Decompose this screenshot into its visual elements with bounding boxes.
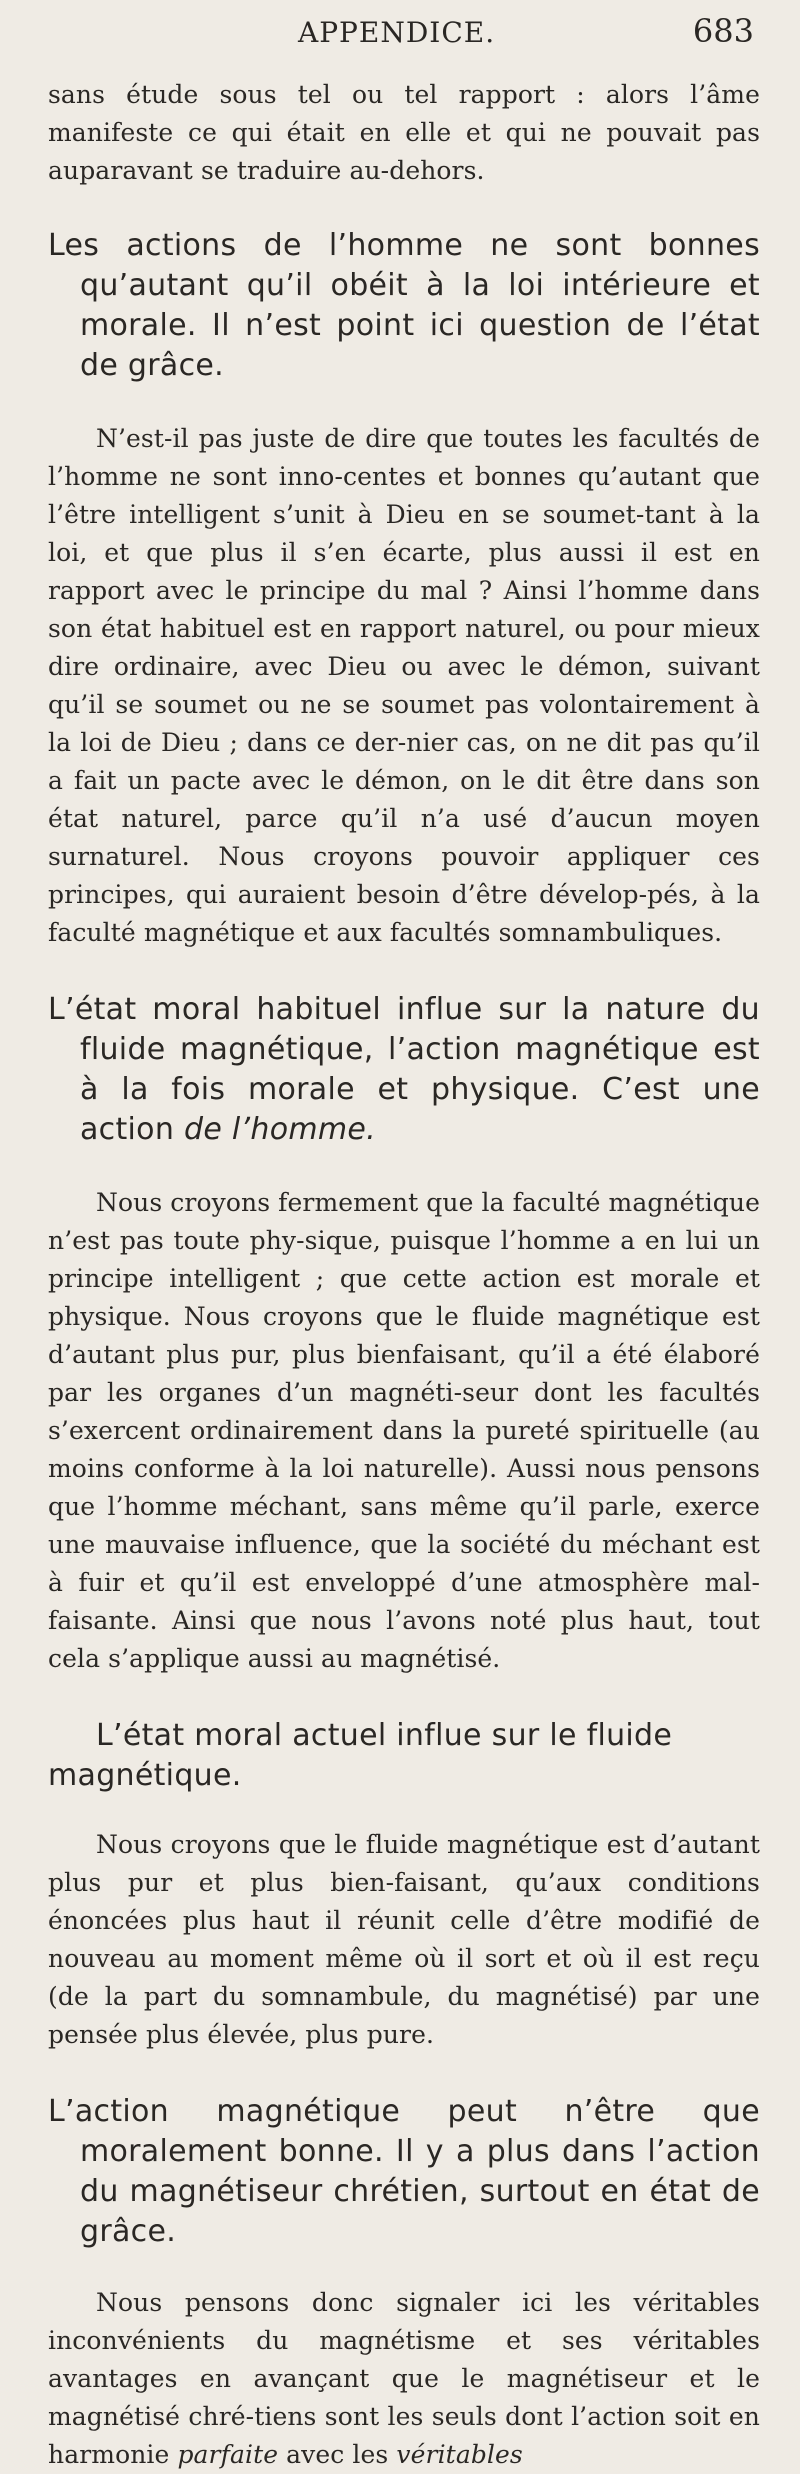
- paragraph-continuation: sans étude sous tel ou tel rapport : alors l’âme manifeste ce qui était en elle et qui ne pouvait pas auparavant se traduire au-dehors.: [48, 80, 760, 185]
- paragraph-fluid-purity: Nous croyons que le fluide magnétique est d’autant plus pur et plus bien-faisant, qu’aux conditions énoncées plus haut il réunit celle d’être modifié de nouveau au moment même où il sort et où il est reçu (de la part du somnambule, du magnétisé) par une pensée plus élevée, plus pure.: [48, 1830, 760, 2049]
- page-number: 683: [692, 12, 754, 50]
- conclusion-emphasis-parfaite: parfaite: [177, 2440, 279, 2469]
- heading-text: L’état moral habituel influe sur la nature du fluide magnétique, l’action magnétique est à la fois morale et physique. C’est une action: [48, 992, 760, 1147]
- section-heading-current-moral-state: L’état moral actuel influe sur le fluide magnétique.: [48, 1718, 673, 1793]
- paragraph-conclusion: [48, 2284, 760, 2474]
- running-head: [48, 0, 760, 68]
- section-heading-good-actions: Les actions de l’homme ne sont bonnes qu’autant qu’il obéit à la loi intérieure et morale. Il n’est point ici question de l’état de grâce.: [48, 228, 760, 383]
- running-title: APPENDICE.: [298, 16, 496, 49]
- section-heading-habitual-moral-state: [48, 990, 760, 1150]
- section-heading-christian-magnetizer: L’action magnétique peut n’être que moralement bonne. Il y a plus dans l’action du magnétiseur chrétien, surtout en état de grâce.: [48, 2094, 760, 2249]
- heading-emphasis: de l’homme.: [183, 1112, 377, 1147]
- paragraph-faculties: N’est-il pas juste de dire que toutes les facultés de l’homme ne sont inno-centes et bonnes qu’autant que l’être intelligent s’unit à Dieu en se soumet-tant à la loi, et que plus il s’en écarte, plus aussi il est en rapport avec le principe du mal ? Ainsi l’homme dans son état habituel est en rapport naturel, ou pour mieux dire ordinaire, avec Dieu ou avec le démon, suivant qu’il se soumet ou ne se soumet pas volontairement à la loi de Dieu ; dans ce der-nier cas, on ne dit pas qu’il a fait un pacte avec le démon, on le dit être dans son état naturel, parce qu’il n’a usé d’aucun moyen surnaturel. Nous croyons pouvoir appliquer ces principes, qui auraient besoin d’être dévelop-pés, à la faculté magnétique et aux facultés somnambuliques.: [48, 424, 760, 947]
- conclusion-emphasis-veritables: véritables: [396, 2440, 523, 2469]
- paragraph-magnetic-faculty: Nous croyons fermement que la faculté magnétique n’est pas toute phy-sique, puisque l’homme a en lui un principe intelligent ; que cette action est morale et physique. Nous croyons que le fluide magnétique est d’autant plus pur, plus bienfaisant, qu’il a été élaboré par les organes d’un magnéti-seur dont les facultés s’exercent ordinairement dans la pureté spirituelle (au moins conforme à la loi naturelle). Aussi nous pensons que l’homme méchant, sans même qu’il parle, exerce une mauvaise influence, que la société du méchant est à fuir et qu’il est enveloppé d’une atmosphère mal-faisante. Ainsi que nous l’avons noté plus haut, tout cela s’applique aussi au magnétisé.: [48, 1188, 760, 1673]
- conclusion-text-continued: avec les: [278, 2440, 397, 2469]
- conclusion-text: Nous pensons donc signaler ici les véritables inconvénients du magnétisme et ses véritables avantages en avançant que le magnétiseur et le magnétisé chré-tiens sont les seuls dont l’action soit en harmonie: [48, 2288, 760, 2469]
